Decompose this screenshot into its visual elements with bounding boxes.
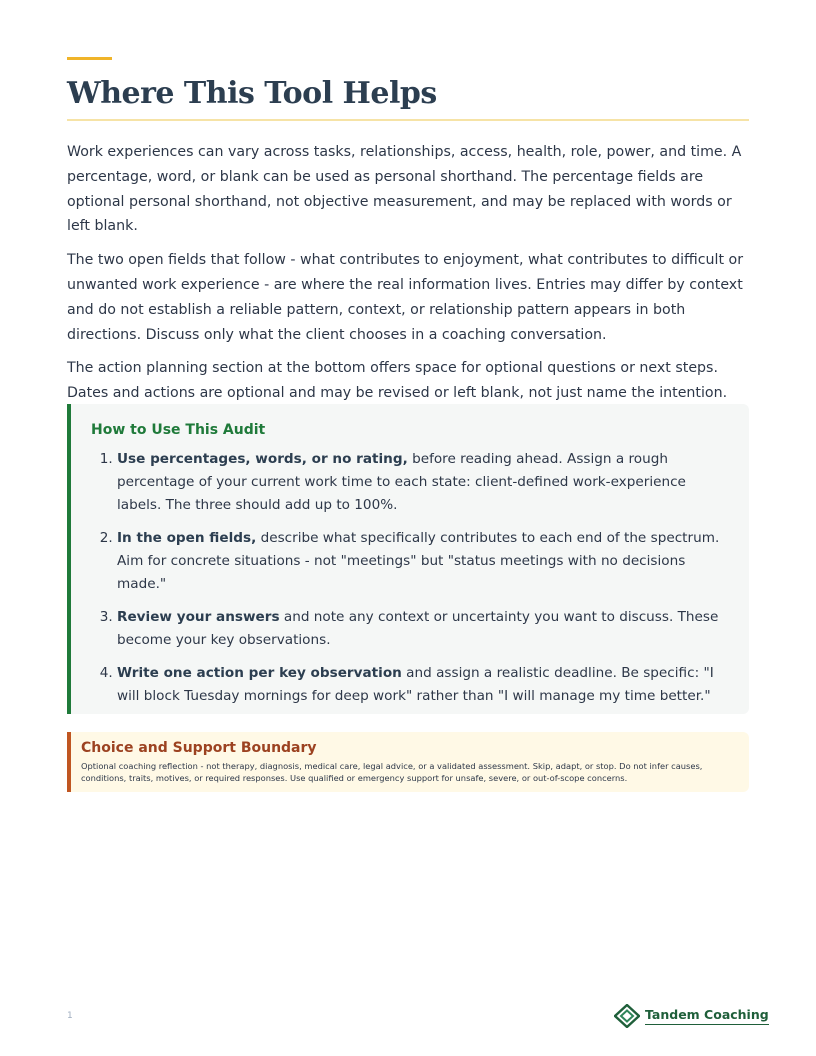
intro-paragraph: The action planning section at the bottom offers space for optional questions or next steps. Dates and actions are optional and may be revised or left blank, not just name the intention.	[67, 360, 728, 402]
how-to-step	[117, 448, 729, 517]
how-to-step	[117, 606, 729, 652]
intro-paragraph: The two open fields that follow - what contributes to enjoyment, what contributes to difficult or unwanted work experience - are where the real information lives. Entries may differ by context and do not establish a reliable pattern, context, or relationship pattern appears in both directions. Discuss only what the client chooses in a coaching conversation.	[67, 252, 744, 343]
title-divider	[67, 119, 749, 121]
step-text: describe what specifically contributes to each end of the spectrum. Aim for concrete situations - not "meetings" but "status meetings with no decisions made."	[117, 530, 720, 592]
step-lead: Use percentages, words, or no rating,	[117, 451, 408, 467]
page-number: 1	[67, 1011, 73, 1021]
step-text: and note any context or uncertainty you want to discuss. These become your key observations.	[117, 609, 719, 648]
nested-diamond-logo-icon	[614, 1004, 640, 1028]
intro-section	[67, 140, 749, 415]
boundary-text: Optional coaching reflection - not therapy, diagnosis, medical care, legal advice, or a validated assessment. Skip, adapt, or stop. Do not infer causes, conditions, traits, motives, or required responses. Use qualified or emergency support for unsafe, severe, or out-of-scope concerns.	[81, 761, 703, 783]
how-to-steps-list	[91, 448, 729, 708]
step-text: before reading ahead. Assign a rough percentage of your current work time to each state: client-defined work-experience labels. The three should add up to 100%.	[117, 451, 686, 513]
intro-paragraph: Work experiences can vary across tasks, relationships, access, health, role, power, and time. A percentage, word, or blank can be used as personal shorthand. The percentage fields are optional personal shorthand, not objective measurement, and may be replaced with words or left blank.	[67, 144, 742, 235]
how-to-step	[117, 662, 729, 708]
footer-logo	[614, 1004, 769, 1028]
step-lead: Review your answers	[117, 609, 280, 625]
support-boundary-callout	[67, 732, 749, 792]
step-text: and assign a realistic deadline. Be specific: "I will block Tuesday mornings for deep work" rather than "I will manage my time better."	[117, 665, 714, 704]
how-to-heading: How to Use This Audit	[91, 422, 266, 438]
step-lead: In the open fields,	[117, 530, 257, 546]
how-to-step	[117, 527, 729, 596]
boundary-heading: Choice and Support Boundary	[81, 740, 317, 756]
step-lead: Write one action per key observation	[117, 665, 402, 681]
title-accent-bar	[67, 57, 112, 60]
how-to-use-callout	[67, 404, 749, 714]
page-title: Where This Tool Helps	[67, 76, 437, 111]
brand-name: Tandem Coaching	[645, 1007, 769, 1025]
